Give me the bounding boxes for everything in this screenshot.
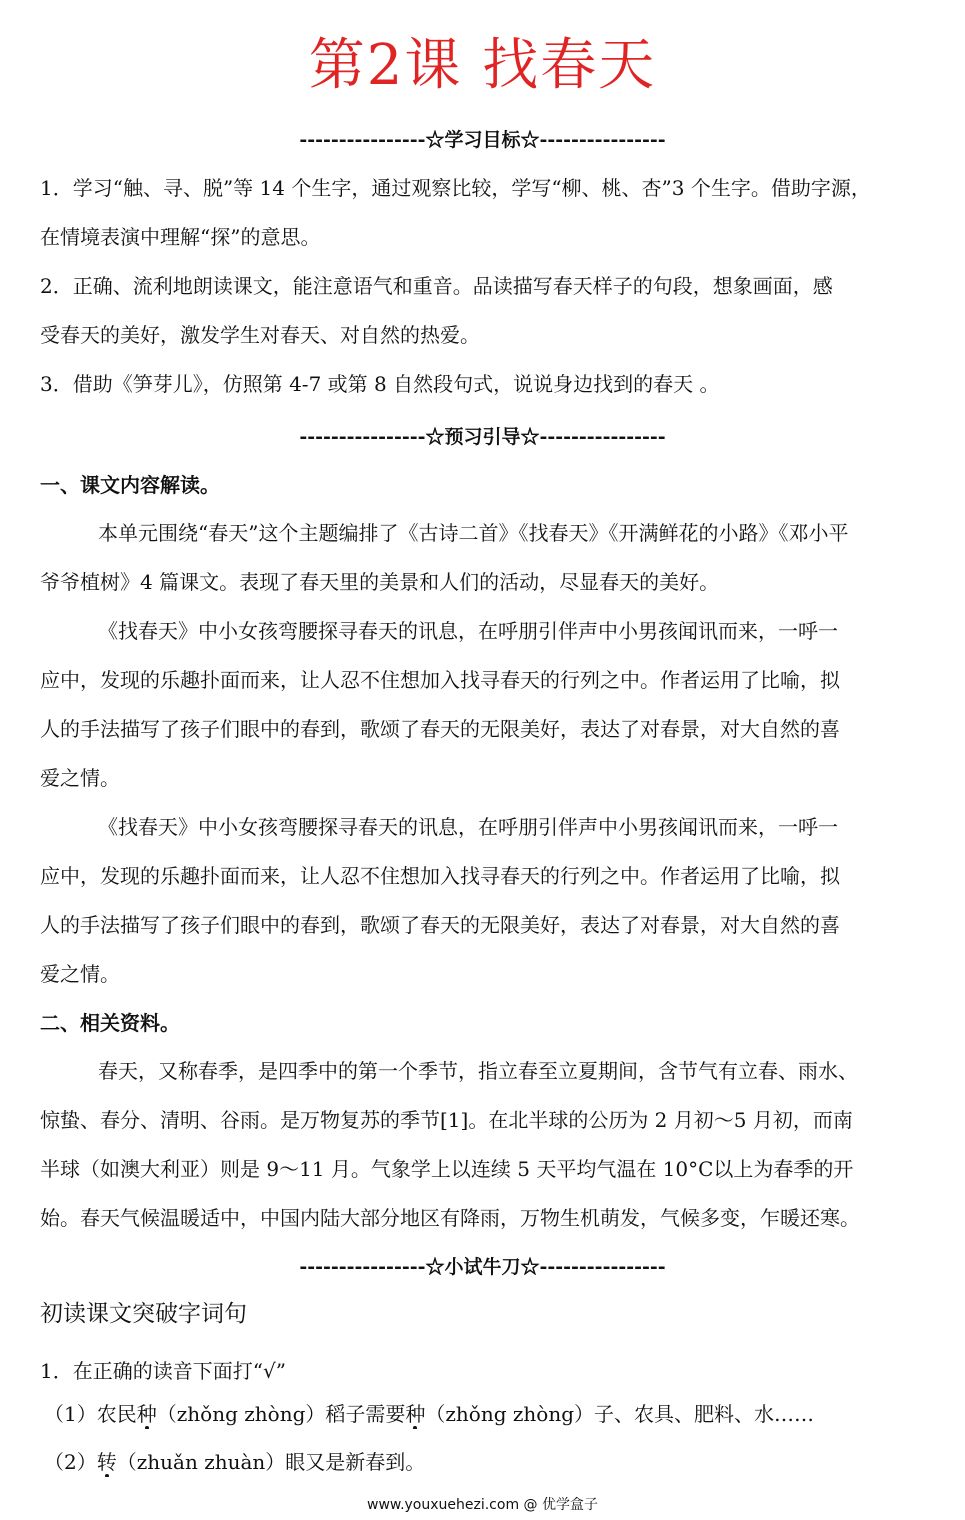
dotted-char: 转 [96, 1450, 117, 1474]
paragraph-line: 惊蛰、春分、清明、谷雨。是万物复苏的季节[1]。在北半球的公历为 2 月初～5 月初，而南 [40, 1108, 853, 1132]
goal-line: 3．借助《笋芽儿》，仿照第 4-7 或第 8 自然段句式，说说身边找到的春天 。 [40, 372, 720, 396]
paragraph-line: 半球（如澳大利亚）则是 9～11 月。气象学上以连续 5 天平均气温在 10°C以上为春季的开 [40, 1157, 854, 1181]
practice-subheading: 初读课文突破字词句 [40, 1301, 247, 1327]
paragraph-line: 人的手法描写了孩子们眼中的春到，歌颂了春天的无限美好，表达了对春景，对大自然的喜 [40, 913, 840, 937]
paragraph-line: 爱之情。 [40, 766, 120, 790]
question-line: 1．在正确的读音下面打“√” [40, 1359, 286, 1383]
paragraph-line: 应中，发现的乐趣扑面而来，让人忍不住想加入找寻春天的行列之中。作者运用了比喻，拟 [40, 864, 840, 888]
goal-line: 2．正确、流利地朗读课文，能注意语气和重音。品读描写春天样子的句段，想象画面，感 [40, 274, 833, 298]
paragraph-line: 《找春天》中小女孩弯腰探寻春天的讯息，在呼朋引伴声中小男孩闻讯而来，一呼一 [98, 815, 838, 839]
paragraph-line: 春天，又称春季，是四季中的第一个季节，指立春至立夏期间，含节气有立春、雨水、 [98, 1059, 858, 1083]
goals-divider: ----------------☆学习目标☆---------------- [299, 129, 666, 151]
page-title: 第2课 找春天 [308, 33, 657, 98]
question-item [44, 1399, 924, 1429]
question-item [44, 1447, 924, 1477]
section-heading: 二、相关资料。 [40, 1011, 180, 1035]
paragraph-line: 爷爷植树》4 篇课文。表现了春天里的美景和人们的活动，尽显春天的美好。 [40, 570, 720, 594]
item-text: （zhuǎn zhuàn）眼又是新春到。 [116, 1450, 426, 1474]
dotted-char: 种 [136, 1402, 157, 1426]
section-heading: 一、课文内容解读。 [40, 473, 220, 497]
item-text: （1）农民 [44, 1402, 137, 1426]
goal-line: 受春天的美好，激发学生对春天、对自然的热爱。 [40, 323, 480, 347]
item-text: （2） [44, 1450, 97, 1474]
item-text: （zhǒng zhòng）稻子需要 [156, 1402, 406, 1426]
preview-divider: ----------------☆预习引导☆---------------- [299, 426, 666, 448]
footer-watermark: www.youxuehezi.com @ 优学盒子 [367, 1497, 598, 1513]
paragraph-line: 本单元围绕“春天”这个主题编排了《古诗二首》《找春天》《开满鲜花的小路》《邓小平 [98, 521, 849, 545]
practice-divider: ----------------☆小试牛刀☆---------------- [299, 1256, 666, 1278]
goal-line: 1．学习“触、寻、脱”等 14 个生字，通过观察比较，学写“柳、桃、杏”3 个生字。借助字源， [40, 176, 871, 200]
dotted-char: 种 [405, 1402, 426, 1426]
paragraph-line: 人的手法描写了孩子们眼中的春到，歌颂了春天的无限美好，表达了对春景，对大自然的喜 [40, 717, 840, 741]
item-text: （zhǒng zhòng）子、农具、肥料、水…… [425, 1402, 815, 1426]
paragraph-line: 应中，发现的乐趣扑面而来，让人忍不住想加入找寻春天的行列之中。作者运用了比喻，拟 [40, 668, 840, 692]
paragraph-line: 爱之情。 [40, 962, 120, 986]
paragraph-line: 始。春天气候温暖适中，中国内陆大部分地区有降雨，万物生机萌发，气候多变，乍暖还寒。 [40, 1206, 860, 1230]
paragraph-line: 《找春天》中小女孩弯腰探寻春天的讯息，在呼朋引伴声中小男孩闻讯而来，一呼一 [98, 619, 838, 643]
goal-line: 在情境表演中理解“探”的意思。 [40, 225, 321, 249]
